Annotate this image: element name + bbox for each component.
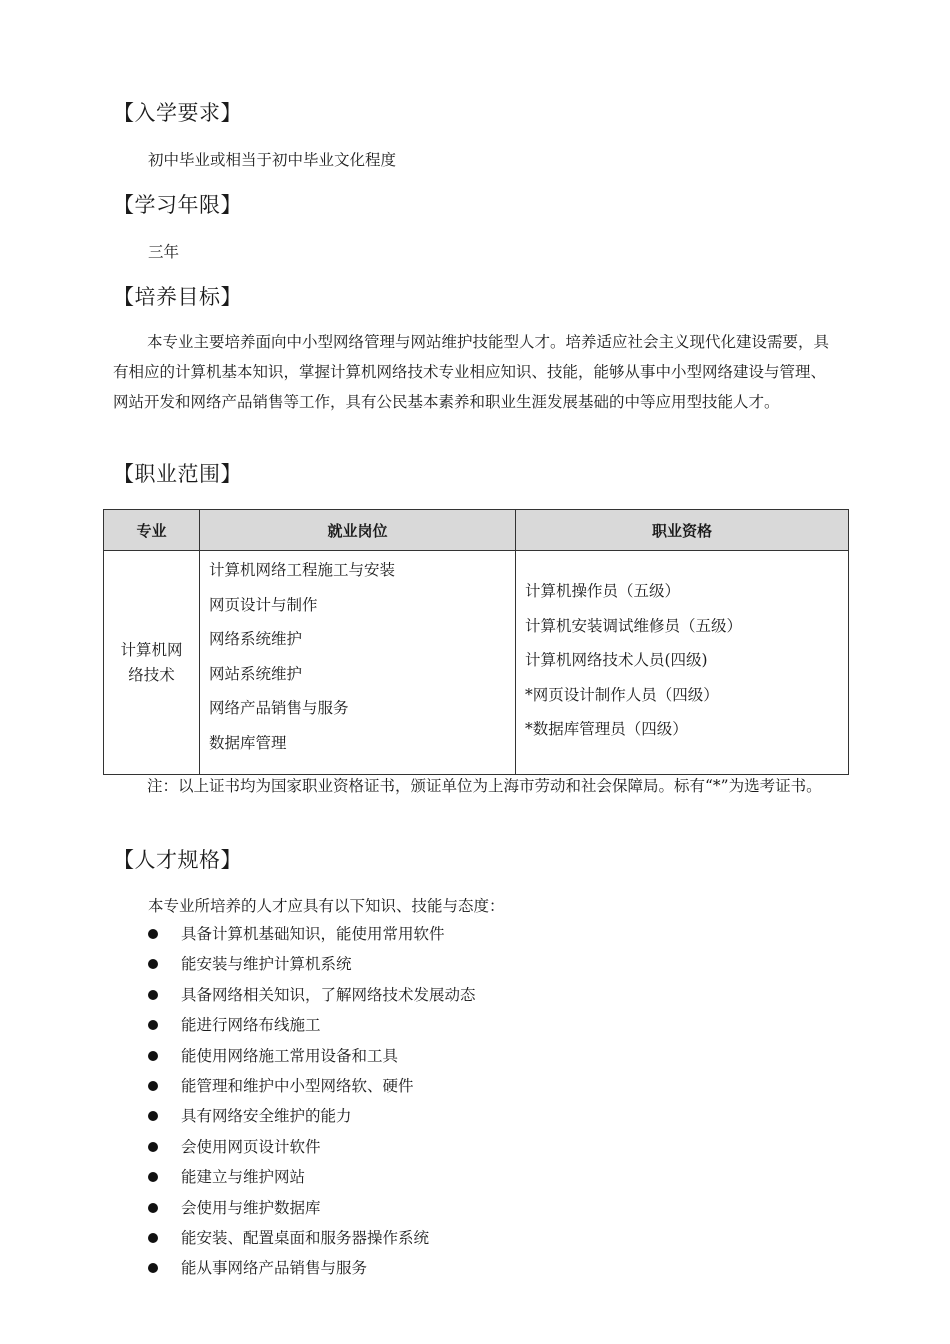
header-qualifications: 职业资格 (516, 510, 849, 551)
post-item: 网络系统维护 (209, 630, 303, 648)
list-item (113, 1041, 476, 1071)
list-item (113, 1193, 476, 1223)
career-table (103, 509, 849, 775)
table-row (104, 551, 849, 775)
bullet-icon (148, 1203, 158, 1213)
skill-text: 会使用与维护数据库 (181, 1198, 321, 1217)
bullet-icon (148, 929, 158, 939)
major-cell: 计算机网络技术 (104, 551, 200, 775)
heading-objective: 【培养目标】 (113, 285, 242, 309)
qualification-item: 计算机网络技术人员(四级) (525, 651, 708, 669)
heading-duration: 【学习年限】 (113, 193, 242, 217)
table-note: 注：以上证书均为国家职业资格证书，颁证单位为上海市劳动和社会保障局。标有“*”为选考证书。 (147, 777, 822, 795)
skill-text: 能安装与维护计算机系统 (181, 955, 352, 974)
list-item (113, 1223, 476, 1253)
skill-text: 具备网络相关知识，了解网络技术发展动态 (181, 985, 476, 1004)
skill-text: 能安装、配置桌面和服务器操作系统 (181, 1228, 430, 1247)
qualifications-list (516, 551, 848, 747)
post-item: 网页设计与制作 (209, 595, 318, 614)
heading-admission: 【入学要求】 (113, 101, 242, 125)
bullet-icon (148, 1233, 158, 1243)
objective-text: 本专业主要培养面向中小型网络管理与网站维护技能型人才。培养适应社会主义现代化建设需要，具有相应的计算机基本知识，掌握计算机网络技术专业相应知识、技能，能够从事中小型网络建设与管理、网站开发和网络产品销售等工作，具有公民基本素养和职业生涯发展基础的中等应用型技能人才。 (113, 333, 830, 411)
qualification-item: *数据库管理员（四级） (525, 720, 688, 738)
post-item: 网络产品销售与服务 (209, 699, 349, 717)
bullet-icon (148, 1263, 158, 1273)
skill-text: 能进行网络布线施工 (181, 1016, 321, 1035)
skill-text: 能建立与维护网站 (181, 1168, 306, 1187)
list-item (113, 1071, 476, 1101)
bullet-icon (148, 990, 158, 1000)
skills-list (113, 919, 476, 1284)
skill-text: 能管理和维护中小型网络软、硬件 (181, 1076, 414, 1095)
skill-text: 能从事网络产品销售与服务 (181, 1259, 368, 1278)
bullet-icon (148, 1142, 158, 1152)
bullet-icon (148, 959, 158, 969)
list-item (113, 980, 476, 1010)
qualifications-cell (516, 551, 849, 775)
list-item (113, 1253, 476, 1283)
header-posts: 就业岗位 (200, 510, 516, 551)
bullet-icon (148, 1020, 158, 1030)
header-major: 专业 (104, 510, 200, 551)
heading-talent: 【人才规格】 (113, 848, 242, 872)
heading-career: 【职业范围】 (113, 462, 242, 486)
table-header-row (104, 510, 849, 551)
list-item (113, 1101, 476, 1131)
qualification-item: 计算机安装调试维修员（五级） (525, 616, 743, 635)
list-item (113, 1162, 476, 1192)
list-item (113, 1132, 476, 1162)
post-item: 数据库管理 (209, 733, 287, 752)
bullet-icon (148, 1081, 158, 1091)
list-item (113, 919, 476, 949)
bullet-icon (148, 1111, 158, 1121)
skill-text: 能使用网络施工常用设备和工具 (181, 1046, 399, 1065)
post-item: 网站系统维护 (209, 664, 303, 683)
posts-list (200, 551, 515, 760)
list-item (113, 949, 476, 979)
post-item: 计算机网络工程施工与安装 (209, 561, 396, 579)
skill-text: 会使用网页设计软件 (181, 1137, 321, 1156)
bullet-icon (148, 1172, 158, 1182)
bullet-icon (148, 1051, 158, 1061)
posts-cell (200, 551, 516, 775)
list-item (113, 1010, 476, 1040)
duration-text: 三年 (148, 243, 180, 261)
qualification-item: *网页设计制作人员（四级） (525, 685, 719, 704)
admission-text: 初中毕业或相当于初中毕业文化程度 (148, 151, 397, 169)
talent-intro: 本专业所培养的人才应具有以下知识、技能与态度： (148, 897, 505, 915)
skill-text: 具备计算机基础知识，能使用常用软件 (181, 925, 445, 943)
qualification-item: 计算机操作员（五级） (525, 582, 681, 600)
skill-text: 具有网络安全维护的能力 (181, 1107, 352, 1126)
